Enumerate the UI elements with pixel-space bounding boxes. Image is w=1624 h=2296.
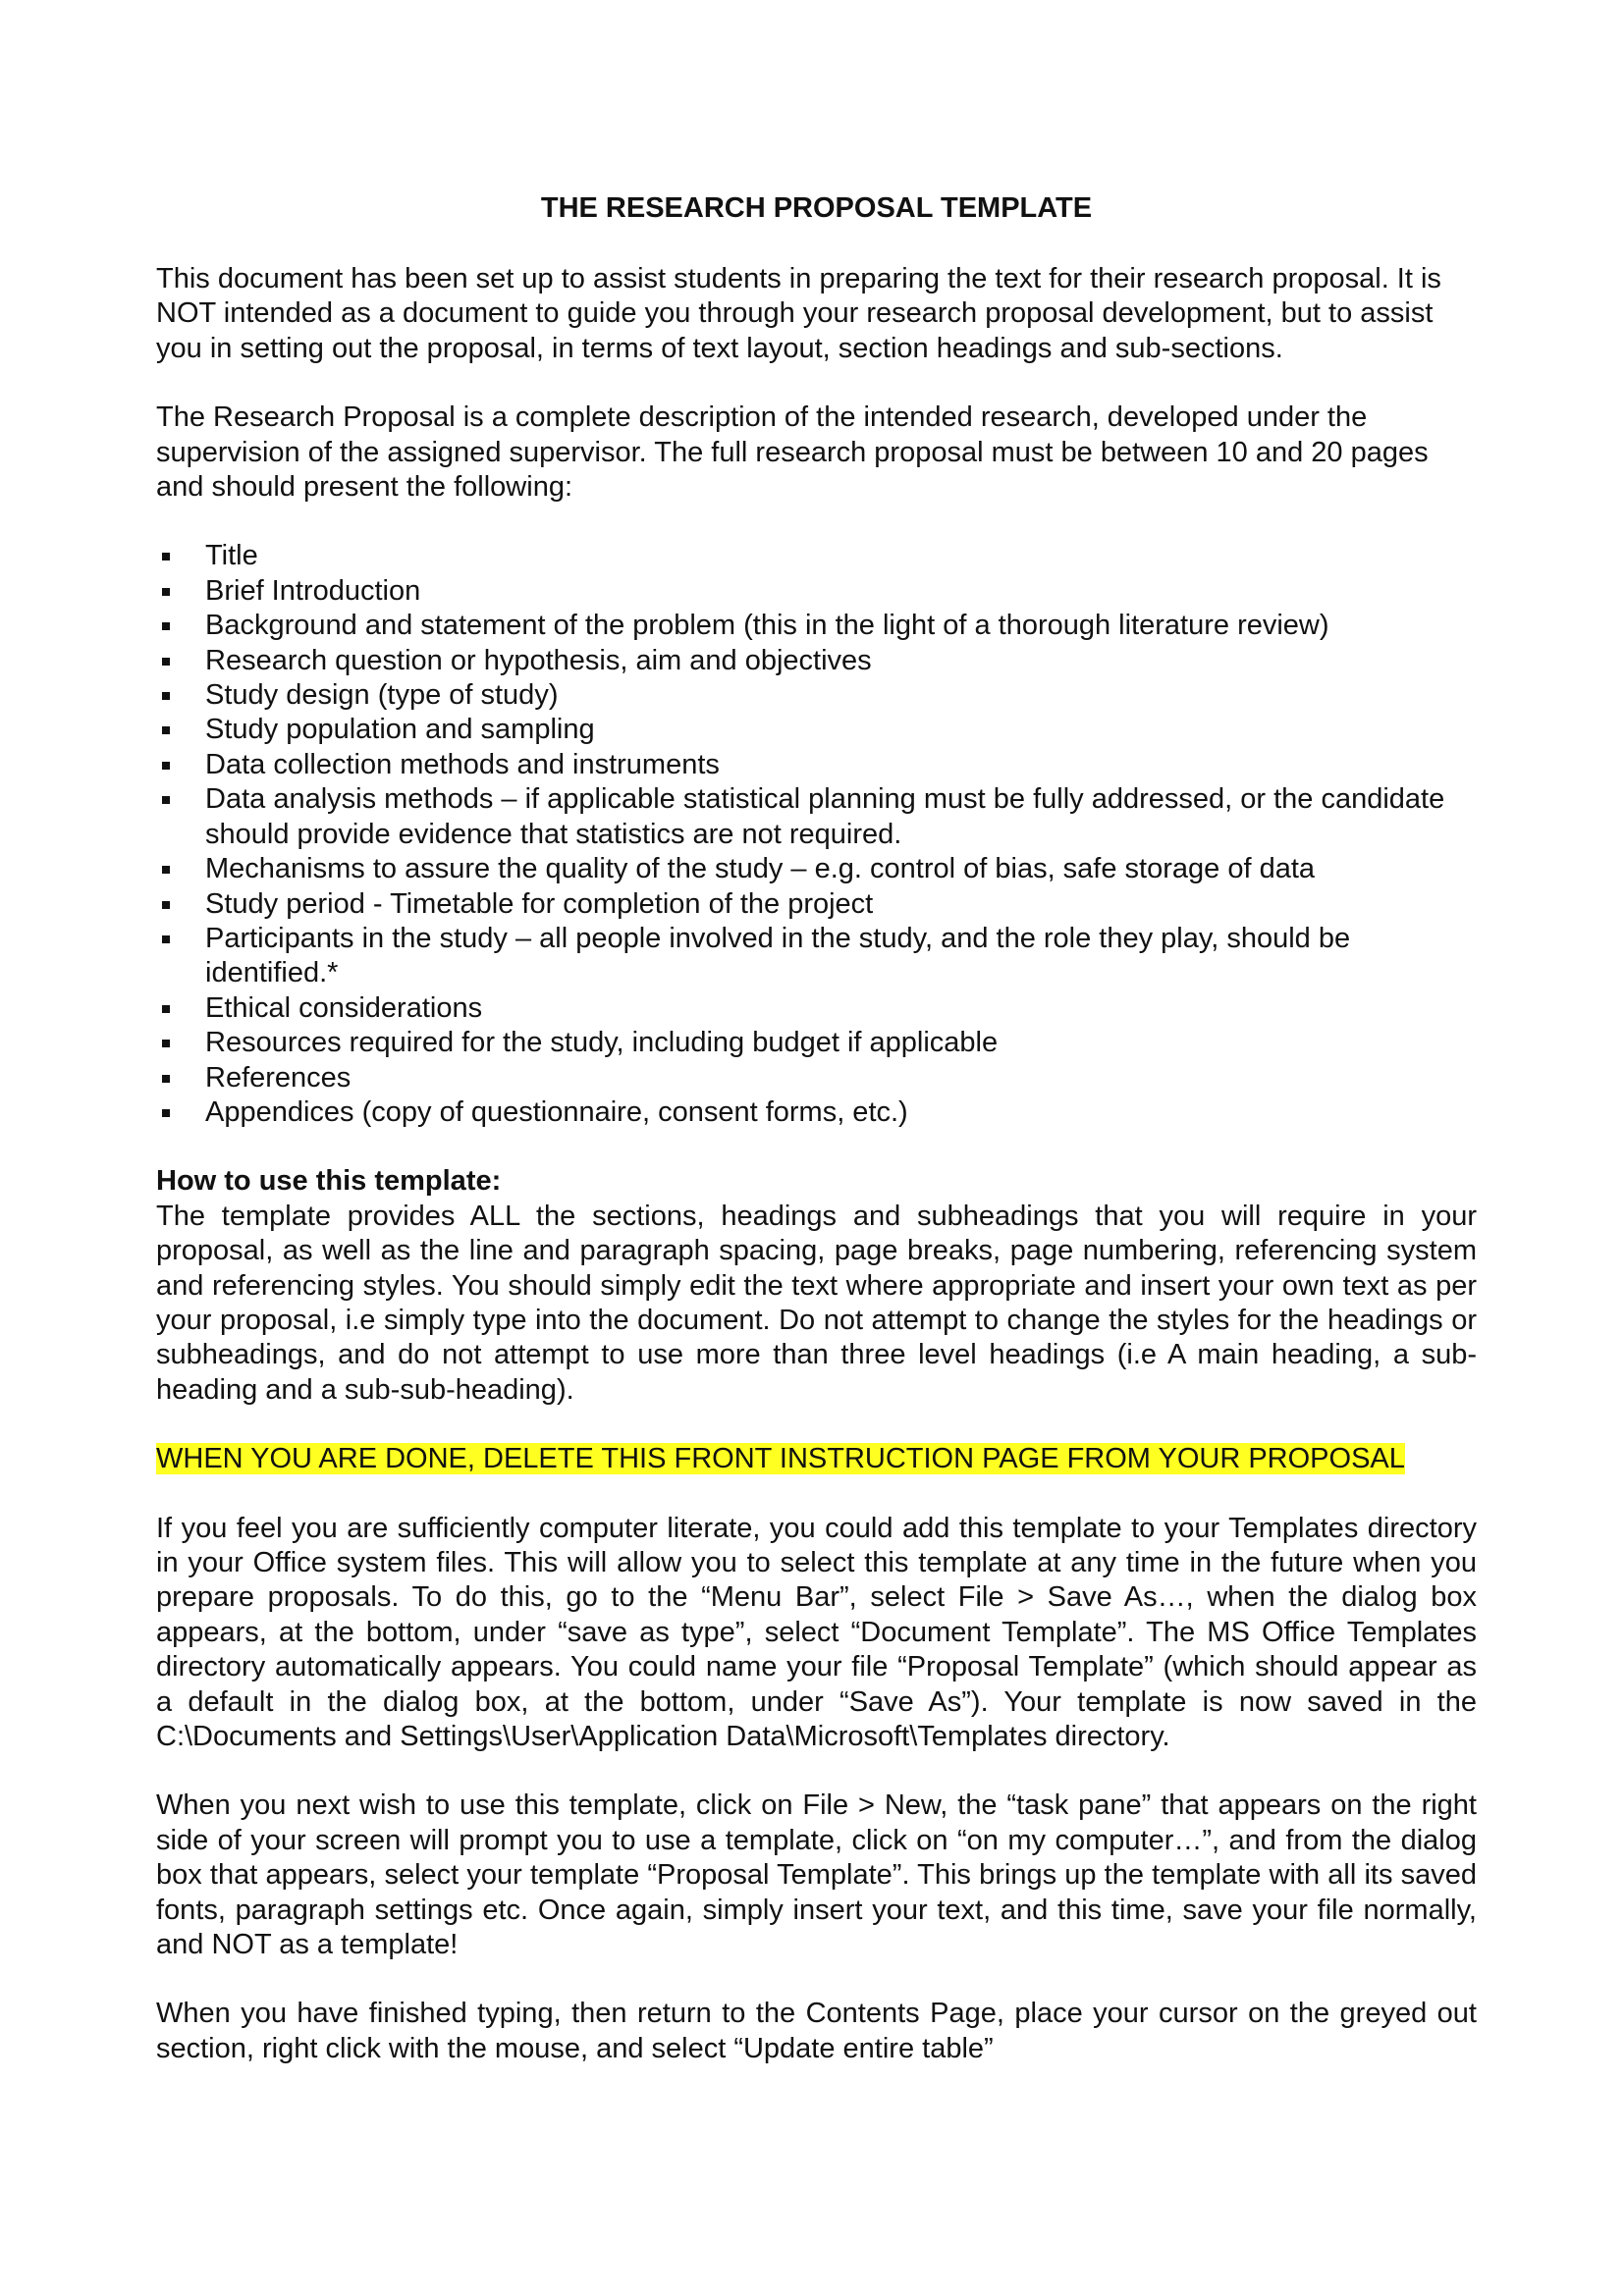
bullet-icon	[162, 762, 170, 770]
list-item: Participants in the study – all people involved in the study, and the role they play, should be identified.*	[156, 922, 1477, 991]
bullet-icon	[162, 622, 170, 630]
bullet-icon	[162, 1109, 170, 1117]
list-item: Ethical considerations	[156, 991, 1477, 1026]
highlight-notice: WHEN YOU ARE DONE, DELETE THIS FRONT INSTRUCTION PAGE FROM YOUR PROPOSAL	[156, 1443, 1405, 1475]
document-title: THE RESEARCH PROPOSAL TEMPLATE	[540, 192, 1093, 224]
bullet-icon	[162, 1005, 170, 1013]
bullet-icon	[162, 1075, 170, 1083]
list-item: Appendices (copy of questionnaire, consent forms, etc.)	[156, 1095, 1477, 1130]
list-item: Study period - Timetable for completion of the project	[156, 887, 1477, 922]
list-item: Study design (type of study)	[156, 678, 1477, 713]
bullet-icon	[162, 866, 170, 874]
list-item: Study population and sampling	[156, 713, 1477, 747]
list-item: Data collection methods and instruments	[156, 748, 1477, 782]
proposal-components-list	[156, 539, 1477, 1130]
list-item: Background and statement of the problem (this in the light of a thorough literature review)	[156, 609, 1477, 643]
bullet-icon	[162, 588, 170, 596]
bullet-icon	[162, 1040, 170, 1047]
how-to-paragraph: The template provides ALL the sections, headings and subheadings that you will require in your proposal, as well as the line and paragraph spacing, page breaks, page numbering, referencing system and referencing styles. You should simply edit the text where appropriate and insert your own text as per your proposal, i.e simply type into the document. Do not attempt to change the styles for the headings or subheadings, and do not attempt to use more than three level headings (i.e A main heading, a sub-heading and a sub-sub-heading).	[156, 1200, 1477, 1406]
bullet-icon	[162, 658, 170, 666]
list-item: References	[156, 1061, 1477, 1095]
description-paragraph: The Research Proposal is a complete description of the intended research, developed under the supervision of the assigned supervisor. The full research proposal must be between 10 and 20 pages and should present the following:	[156, 401, 1429, 504]
bullet-icon	[162, 935, 170, 943]
document-page	[156, 191, 1477, 2066]
use-template-paragraph: When you next wish to use this template, click on File > New, the “task pane” that appears on the right side of your screen will prompt you to use a template, click on “on my computer…”, and from the dialog box that appears, select your template “Proposal Template”. This brings up the template with all its saved fonts, paragraph settings etc. Once again, simply insert your text, and this time, save your file normally, and NOT as a template!	[156, 1789, 1477, 1961]
bullet-icon	[162, 796, 170, 804]
list-item: Research question or hypothesis, aim and objectives	[156, 644, 1477, 678]
how-to-heading: How to use this template:	[156, 1165, 502, 1198]
list-item: Brief Introduction	[156, 574, 1477, 609]
save-template-paragraph: If you feel you are sufficiently computer literate, you could add this template to your Templates directory in your Office system files. This will allow you to select this template at any time in the future when you prepare proposals. To do this, go to the “Menu Bar”, select File > Save As…, when the dialog box appears, at the bottom, under “save as type”, select “Document Template”. The MS Office Templates directory automatically appears. You could name your file “Proposal Template” (which should appear as a default in the dialog box, at the bottom, under “Save As”). Your template is now saved in the C:\Documents and Settings\User\Application Data\Microsoft\Templates directory.	[156, 1512, 1477, 1753]
bullet-icon	[162, 553, 170, 561]
highlight-notice-paragraph	[156, 1442, 1477, 1476]
intro-paragraph: This document has been set up to assist students in preparing the text for their research proposal. It is NOT intended as a document to guide you through your research proposal development, but to assist you in setting out the proposal, in terms of text layout, section headings and sub-sections.	[156, 263, 1441, 364]
bullet-icon	[162, 726, 170, 734]
list-item: Mechanisms to assure the quality of the study – e.g. control of bias, safe storage of data	[156, 852, 1477, 886]
list-item: Resources required for the study, including budget if applicable	[156, 1026, 1477, 1060]
bullet-icon	[162, 901, 170, 909]
finish-paragraph: When you have finished typing, then return to the Contents Page, place your cursor on the greyed out section, right click with the mouse, and select “Update entire table”	[156, 1998, 1477, 2064]
bullet-icon	[162, 692, 170, 700]
list-item: Data analysis methods – if applicable statistical planning must be fully addressed, or the candidate should provide evidence that statistics are not required.	[156, 782, 1477, 852]
list-item: Title	[156, 539, 1477, 573]
